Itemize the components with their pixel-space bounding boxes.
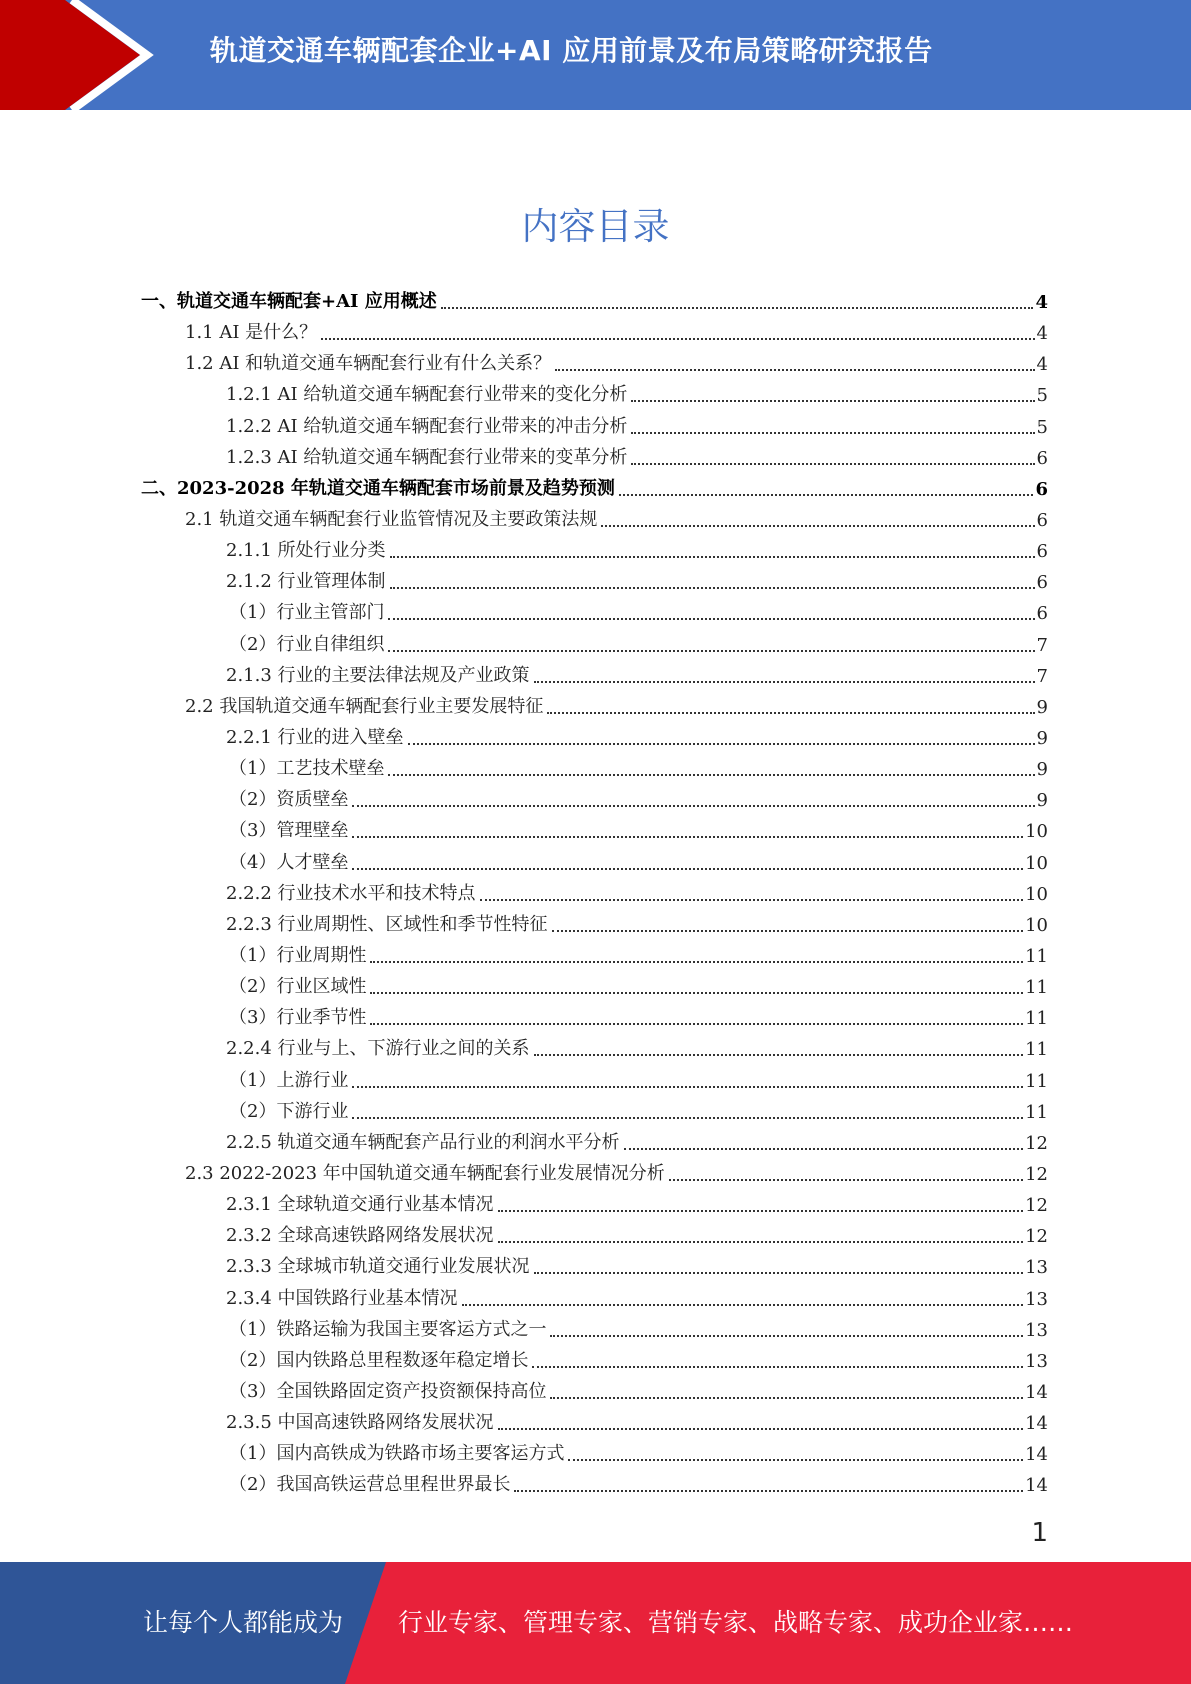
toc-entry-title[interactable]: 1.1 AI 是什么？ <box>185 322 318 344</box>
toc-entry-page[interactable]: 10 <box>1025 883 1048 905</box>
toc-dot-leader <box>390 587 1035 589</box>
toc-entry-page[interactable]: 4 <box>1035 292 1048 313</box>
toc-entry-page[interactable]: 9 <box>1036 790 1048 812</box>
toc-entry[interactable] <box>141 535 1048 566</box>
toc-entry-title[interactable]: （2）行业自律组织 <box>229 633 385 655</box>
toc-entry-row[interactable] <box>229 597 1048 628</box>
toc-entry-title[interactable]: （2）行业区域性 <box>229 976 367 998</box>
toc-entry-page[interactable]: 10 <box>1025 914 1048 936</box>
toc-entry-row[interactable] <box>226 1189 1048 1220</box>
toc-entry-page[interactable]: 14 <box>1025 1381 1048 1403</box>
toc-entry-title[interactable]: 2.1.2 行业管理体制 <box>226 571 386 593</box>
toc-entry[interactable] <box>141 1345 1048 1376</box>
toc-entry-row[interactable] <box>229 815 1048 846</box>
header-banner <box>0 0 1191 110</box>
toc-entry-title[interactable]: 2.2.5 轨道交通车辆配套产品行业的利润水平分析 <box>226 1131 620 1153</box>
toc-entry-page[interactable]: 13 <box>1025 1319 1048 1341</box>
toc-entry-page[interactable]: 12 <box>1025 1163 1048 1185</box>
toc-entry-title[interactable]: （2）国内铁路总里程数逐年稳定增长 <box>229 1349 529 1371</box>
toc-entry[interactable] <box>141 1002 1048 1033</box>
toc-entry-page[interactable]: 6 <box>1036 541 1048 563</box>
toc-entry[interactable] <box>141 940 1048 971</box>
toc-entry-row[interactable] <box>226 411 1048 442</box>
toc-entry-title[interactable]: （3）行业季节性 <box>229 1007 367 1029</box>
toc-entry-row[interactable] <box>229 847 1048 878</box>
toc-entry-page[interactable]: 9 <box>1036 696 1048 718</box>
toc-dot-leader <box>514 1490 1023 1492</box>
toc-entry-page[interactable]: 6 <box>1036 447 1048 469</box>
toc-dot-leader <box>547 712 1034 714</box>
toc-entry[interactable] <box>141 1376 1048 1407</box>
toc-entry-page[interactable]: 10 <box>1025 821 1048 843</box>
toc-dot-leader <box>631 400 1034 402</box>
toc-entry-row[interactable] <box>229 940 1048 971</box>
toc-entry-title[interactable]: 2.1.1 所处行业分类 <box>226 540 386 562</box>
toc-dot-leader <box>370 992 1023 994</box>
toc-entry-page[interactable]: 9 <box>1036 759 1048 781</box>
toc-dot-leader <box>441 307 1034 309</box>
toc-entry-row[interactable] <box>226 1283 1048 1314</box>
toc-entry-row[interactable] <box>229 753 1048 784</box>
toc-entry[interactable] <box>141 442 1048 473</box>
toc-dot-leader <box>388 774 1034 776</box>
toc-entry-row[interactable] <box>229 1096 1048 1127</box>
toc-dot-leader <box>462 1304 1024 1306</box>
toc-entry-title[interactable]: （1）国内高铁成为铁路市场主要客运方式 <box>229 1443 565 1465</box>
toc-entry-page[interactable]: 11 <box>1025 1070 1048 1092</box>
toc-dot-leader <box>370 961 1023 963</box>
toc-entry-page[interactable]: 6 <box>1036 572 1048 594</box>
toc-entry[interactable] <box>141 1407 1048 1438</box>
toc-entry-page[interactable]: 6 <box>1035 478 1048 500</box>
toc-entry-row[interactable] <box>229 1002 1048 1033</box>
toc-dot-leader <box>534 1272 1024 1274</box>
toc-entry-title[interactable]: 2.3.4 中国铁路行业基本情况 <box>226 1287 458 1309</box>
toc-dot-leader <box>550 1397 1023 1399</box>
toc-entry-page[interactable]: 13 <box>1025 1257 1048 1279</box>
toc-entry-row[interactable] <box>226 1251 1048 1282</box>
toc-entry-title[interactable]: 1.2.3 AI 给轨道交通车辆配套行业带来的变革分析 <box>226 446 628 468</box>
toc-dot-leader <box>352 836 1023 838</box>
toc-entry-title[interactable]: 2.2.1 行业的进入壁垒 <box>226 726 404 748</box>
toc-dot-leader <box>370 1023 1023 1025</box>
report-title: 轨道交通车辆配套企业+AI 应用前景及布局策略研究报告 <box>210 34 933 67</box>
toc-dot-leader <box>624 1148 1024 1150</box>
toc-entry[interactable] <box>141 629 1048 660</box>
toc-entry-title[interactable]: 2.1 轨道交通车辆配套行业监管情况及主要政策法规 <box>185 508 598 530</box>
toc-entry-page[interactable]: 12 <box>1025 1195 1048 1217</box>
page-number: 1 <box>1031 1518 1048 1548</box>
toc-entry-row[interactable] <box>226 1127 1048 1158</box>
toc-entry[interactable] <box>141 504 1048 535</box>
toc-entry-row[interactable] <box>229 1065 1048 1096</box>
toc-entry[interactable] <box>141 597 1048 628</box>
toc-entry[interactable] <box>141 784 1048 815</box>
toc-dot-leader <box>352 868 1023 870</box>
toc-entry-row[interactable] <box>229 971 1048 1002</box>
toc-entry-title[interactable]: 2.3 2022-2023 年中国轨道交通车辆配套行业发展情况分析 <box>185 1162 665 1184</box>
toc-dot-leader <box>555 369 1034 371</box>
toc-dot-leader <box>408 743 1035 745</box>
toc-entry-title[interactable]: （3）管理壁垒 <box>229 820 349 842</box>
toc-entry-page[interactable]: 11 <box>1025 977 1048 999</box>
toc-dot-leader <box>498 1428 1024 1430</box>
toc-dot-leader <box>534 681 1035 683</box>
toc-entry[interactable] <box>141 1065 1048 1096</box>
toc-dot-leader <box>388 618 1034 620</box>
toc-entry-row[interactable] <box>226 1220 1048 1251</box>
toc-entry-title[interactable]: 2.3.1 全球轨道交通行业基本情况 <box>226 1194 494 1216</box>
toc-entry[interactable] <box>141 971 1048 1002</box>
toc-entry[interactable] <box>141 847 1048 878</box>
toc-entry-title[interactable]: （3）全国铁路固定资产投资额保持高位 <box>229 1380 547 1402</box>
toc-entry-row[interactable] <box>185 691 1048 722</box>
toc-entry-title[interactable]: （2）下游行业 <box>229 1100 349 1122</box>
toc-entry-page[interactable]: 7 <box>1036 634 1048 656</box>
toc-entry[interactable] <box>141 1127 1048 1158</box>
toc-entry-title[interactable]: （1）行业主管部门 <box>229 602 385 624</box>
toc-entry-page[interactable]: 10 <box>1025 852 1048 874</box>
toc-dot-leader <box>631 432 1034 434</box>
toc-entry-title[interactable]: 1.2 AI 和轨道交通车辆配套行业有什么关系？ <box>185 353 552 375</box>
toc-entry-page[interactable]: 14 <box>1025 1413 1048 1435</box>
toc-entry-row[interactable] <box>141 473 1048 504</box>
toc-entry[interactable] <box>141 1283 1048 1314</box>
toc-dot-leader <box>352 1117 1023 1119</box>
toc-entry[interactable] <box>141 722 1048 753</box>
toc-entry-page[interactable]: 13 <box>1025 1288 1048 1310</box>
toc-entry-row[interactable] <box>226 722 1048 753</box>
toc-dot-leader <box>498 1241 1024 1243</box>
toc-entry-title[interactable]: 二、2023-2028 年轨道交通车辆配套市场前景及趋势预测 <box>141 477 615 499</box>
toc-entry[interactable] <box>141 753 1048 784</box>
toc-dot-leader <box>388 650 1034 652</box>
toc-entry-page[interactable]: 11 <box>1025 945 1048 967</box>
toc-heading: 内容目录 <box>521 205 670 248</box>
toc-dot-leader <box>352 805 1034 807</box>
toc-entry-page[interactable]: 11 <box>1025 1008 1048 1030</box>
toc-entry-page[interactable]: 9 <box>1036 727 1048 749</box>
toc-entry-title[interactable]: 2.2.4 行业与上、下游行业之间的关系 <box>226 1038 530 1060</box>
toc-entry-title[interactable]: 一、轨道交通车辆配套+AI 应用概述 <box>141 291 437 312</box>
toc-entry-row[interactable] <box>229 1345 1048 1376</box>
toc-entry-title[interactable]: 2.2.3 行业周期性、区域性和季节性特征 <box>226 913 548 935</box>
toc-entry[interactable] <box>141 286 1048 317</box>
toc-entry-row[interactable] <box>185 348 1048 379</box>
toc-entry-page[interactable]: 14 <box>1025 1444 1048 1466</box>
toc-entry[interactable] <box>141 348 1048 379</box>
toc-entry-page[interactable]: 12 <box>1025 1132 1048 1154</box>
toc-entry[interactable] <box>141 1096 1048 1127</box>
toc-dot-leader <box>532 1366 1023 1368</box>
toc-entry-title[interactable]: 2.3.2 全球高速铁路网络发展状况 <box>226 1225 494 1247</box>
toc-entry-title[interactable]: （4）人才壁垒 <box>229 851 349 873</box>
toc-entry-title[interactable]: （2）资质壁垒 <box>229 789 349 811</box>
toc-entry-row[interactable] <box>226 566 1048 597</box>
toc-entry-page[interactable]: 7 <box>1036 665 1048 687</box>
toc-entry-page[interactable]: 13 <box>1025 1350 1048 1372</box>
toc-entry-page[interactable]: 6 <box>1036 509 1048 531</box>
footer-slogan-right: 行业专家、管理专家、营销专家、战略专家、成功企业家…… <box>398 1608 1074 1637</box>
toc-entry-title[interactable]: 2.3.3 全球城市轨道交通行业发展状况 <box>226 1256 530 1278</box>
toc-entry-row[interactable] <box>229 629 1048 660</box>
toc-entry-row[interactable] <box>185 504 1048 535</box>
toc-entry-row[interactable] <box>226 1407 1048 1438</box>
toc-entry[interactable] <box>141 1033 1048 1064</box>
toc-entry-page[interactable]: 11 <box>1025 1039 1048 1061</box>
toc-entry-row[interactable] <box>226 535 1048 566</box>
toc-entry-row[interactable] <box>229 784 1048 815</box>
toc-dot-leader <box>631 463 1034 465</box>
toc-dot-leader <box>480 899 1024 901</box>
toc-entry[interactable] <box>141 317 1048 348</box>
toc-entry-row[interactable] <box>226 878 1048 909</box>
toc-dot-leader <box>669 1179 1023 1181</box>
toc-dot-leader <box>390 556 1035 558</box>
toc-entry-title[interactable]: （1）工艺技术壁垒 <box>229 758 385 780</box>
toc-entry[interactable] <box>141 1189 1048 1220</box>
toc-entry-page[interactable]: 4 <box>1036 323 1048 345</box>
toc-entry-page[interactable]: 14 <box>1025 1475 1048 1497</box>
toc-dot-leader <box>534 1054 1024 1056</box>
toc-entry-page[interactable]: 5 <box>1036 385 1048 407</box>
toc-entry[interactable] <box>141 815 1048 846</box>
footer-slogan-left: 让每个人都能成为 <box>143 1608 344 1637</box>
toc-entry[interactable] <box>141 1220 1048 1251</box>
toc-entry[interactable] <box>141 909 1048 940</box>
toc-entry-title[interactable]: 2.2.2 行业技术水平和技术特点 <box>226 882 476 904</box>
toc-dot-leader <box>568 1459 1023 1461</box>
toc-dot-leader <box>321 338 1034 340</box>
toc-entry-page[interactable]: 12 <box>1025 1226 1048 1248</box>
toc-entry-row[interactable] <box>229 1469 1048 1500</box>
toc-entry-row[interactable] <box>185 317 1048 348</box>
toc-entry[interactable] <box>141 1158 1048 1189</box>
toc-entry-title[interactable]: 1.2.2 AI 给轨道交通车辆配套行业带来的冲击分析 <box>226 415 628 437</box>
toc-dot-leader <box>498 1210 1024 1212</box>
toc-entry[interactable] <box>141 660 1048 691</box>
toc-entry-row[interactable] <box>185 1158 1048 1189</box>
toc-entry[interactable] <box>141 411 1048 442</box>
toc-entry-page[interactable]: 5 <box>1036 416 1048 438</box>
toc-entry-page[interactable]: 4 <box>1036 354 1048 376</box>
toc-entry[interactable] <box>141 691 1048 722</box>
toc-entry-title[interactable]: 1.2.1 AI 给轨道交通车辆配套行业带来的变化分析 <box>226 384 628 406</box>
toc-entry-row[interactable] <box>226 379 1048 410</box>
toc-dot-leader <box>550 1335 1023 1337</box>
toc-entry-title[interactable]: （1）行业周期性 <box>229 944 367 966</box>
toc-entry-page[interactable]: 6 <box>1036 603 1048 625</box>
toc-entry-row[interactable] <box>229 1376 1048 1407</box>
toc-dot-leader <box>352 1086 1023 1088</box>
footer-banner <box>0 1562 1191 1684</box>
toc-entry[interactable] <box>141 379 1048 410</box>
toc-entry-row[interactable] <box>226 660 1048 691</box>
toc-entry[interactable] <box>141 1314 1048 1345</box>
toc-dot-leader <box>601 525 1034 527</box>
toc-entry-title[interactable]: 2.3.5 中国高速铁路网络发展状况 <box>226 1412 494 1434</box>
toc-entry-row[interactable] <box>229 1314 1048 1345</box>
toc-entry-row[interactable] <box>226 442 1048 473</box>
toc-entry[interactable] <box>141 878 1048 909</box>
toc-entry[interactable] <box>141 473 1048 504</box>
toc-entry-page[interactable]: 11 <box>1025 1101 1048 1123</box>
toc-entry[interactable] <box>141 566 1048 597</box>
toc-dot-leader <box>552 930 1024 932</box>
table-of-contents <box>141 286 1048 1500</box>
toc-entry-row[interactable] <box>226 1033 1048 1064</box>
toc-entry-title[interactable]: 2.2 我国轨道交通车辆配套行业主要发展特征 <box>185 695 544 717</box>
toc-entry-row[interactable] <box>229 1438 1048 1469</box>
toc-entry-title[interactable]: （1）上游行业 <box>229 1069 349 1091</box>
toc-dot-leader <box>619 494 1034 496</box>
toc-entry-title[interactable]: （1）铁路运输为我国主要客运方式之一 <box>229 1318 547 1340</box>
toc-entry-title[interactable]: 2.1.3 行业的主要法律法规及产业政策 <box>226 664 530 686</box>
toc-entry[interactable] <box>141 1469 1048 1500</box>
toc-entry[interactable] <box>141 1438 1048 1469</box>
toc-entry-row[interactable] <box>141 286 1048 317</box>
toc-entry[interactable] <box>141 1251 1048 1282</box>
toc-entry-title[interactable]: （2）我国高铁运营总里程世界最长 <box>229 1474 511 1496</box>
toc-entry-row[interactable] <box>226 909 1048 940</box>
